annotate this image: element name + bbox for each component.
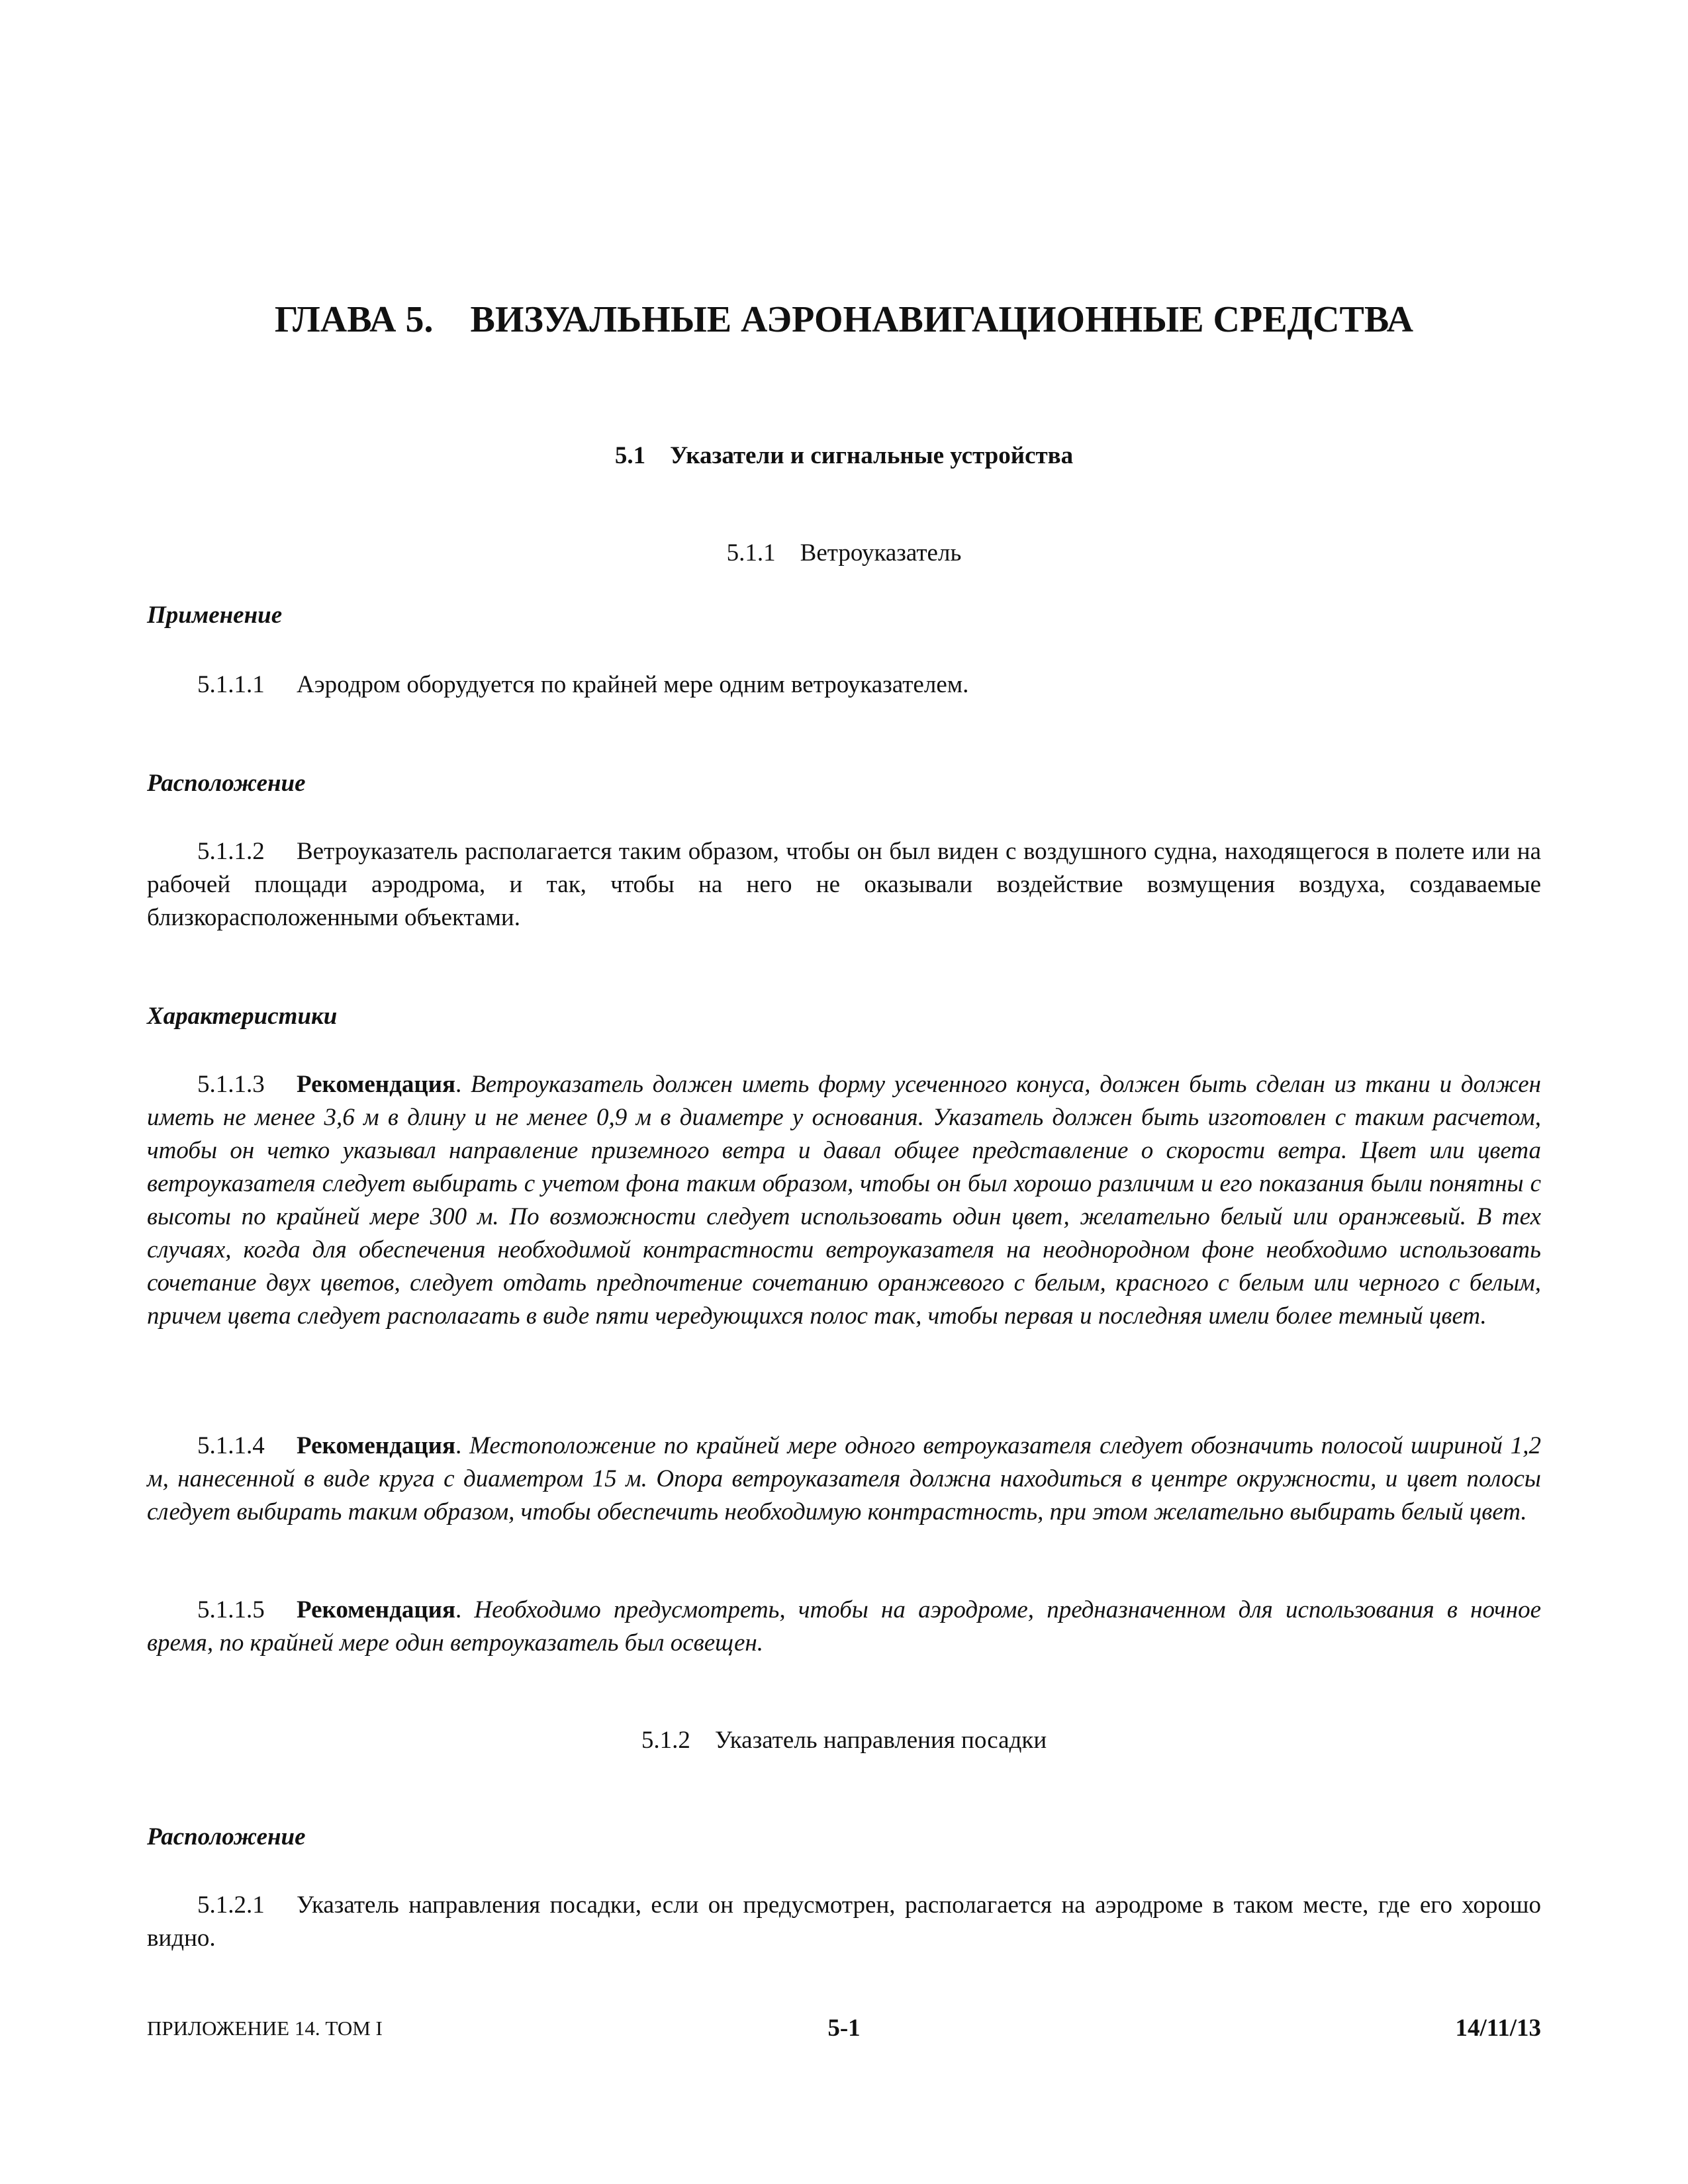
paragraph-5-1-1-2 xyxy=(147,835,1541,934)
subsection-title-5-1-1: 5.1.1 Ветроуказатель xyxy=(726,539,962,567)
paragraph-number: 5.1.1.5 xyxy=(197,1596,265,1623)
section-title: 5.1 Указатели и сигнальные устройства xyxy=(614,442,1074,469)
footer-page-number: 5-1 xyxy=(827,2015,861,2042)
paragraph-5-1-1-5: 5.1.1.5 Рекомендация. Необходимо предусмотреть, чтобы на аэродроме, предназначенном для использования в ночное время, по крайней мере один ветроуказатель был освещен. xyxy=(147,1594,1541,1660)
heading-application: Применение xyxy=(147,602,283,629)
paragraph-5-1-1-4: 5.1.1.4 Рекомендация. Местоположение по крайней мере одного ветроуказателя следует обозначить полосой шириной 1,2 м, нанесенной в виде круга с диаметром 15 м. Опора ветроуказателя должна находиться в центре окружности, и цвет полосы следует выбирать таким образом, чтобы обеспечить необходимую контрастность, при этом желательно выбирать белый цвет. xyxy=(147,1430,1541,1529)
heading-location: Расположение xyxy=(147,770,306,797)
paragraph-number: 5.1.1.3 xyxy=(197,1071,265,1098)
paragraph-5-1-2-1 xyxy=(147,1889,1541,1955)
footer-document-title: ПРИЛОЖЕНИЕ 14. ТОМ I xyxy=(147,2017,383,2040)
paragraph-text: Ветроуказатель располагается таким образом, чтобы он был виден с воздушного судна, находящегося в полете или на рабочей площади аэродрома, и так, чтобы на него не оказывали воздействие возмущения воздуха, создаваемые близкорасположенными объектами. xyxy=(147,838,1541,931)
footer-date: 14/11/13 xyxy=(1455,2015,1541,2042)
paragraph-number: 5.1.2.1 xyxy=(197,1891,265,1919)
paragraph-text: Указатель направления посадки, если он предусмотрен, располагается на аэродроме в таком месте, где его хорошо видно. xyxy=(147,1891,1541,1952)
recommendation-label: Рекомендация xyxy=(297,1596,455,1623)
paragraph-text: Аэродром оборудуется по крайней мере одним ветроуказателем. xyxy=(297,671,969,698)
chapter-title: ГЛАВА 5. ВИЗУАЛЬНЫЕ АЭРОНАВИГАЦИОННЫЕ СРЕДСТВА xyxy=(274,299,1414,340)
paragraph-number: 5.1.1.1 xyxy=(197,671,265,698)
subsection-title-5-1-2: 5.1.2 Указатель направления посадки xyxy=(641,1727,1047,1754)
paragraph-number: 5.1.1.4 xyxy=(197,1432,265,1459)
paragraph-5-1-1-1 xyxy=(147,668,1541,702)
recommendation-label: Рекомендация xyxy=(297,1071,455,1098)
paragraph-number: 5.1.1.2 xyxy=(197,838,265,865)
paragraph-text: Ветроуказатель должен иметь форму усеченного конуса, должен быть сделан из ткани и должен иметь не менее 3,6 м в длину и не менее 0,9 м в диаметре у основания. Указатель должен быть изготовлен с таким расчетом, чтобы он четко указывал направление приземного ветра и давал общее представление о скорости ветра. Цвет или цвета ветроуказателя следует выбирать с учетом фона таким образом, чтобы он был хорошо различим и его показания были понятны с высоты по крайней мере 300 м. По возможности следует использовать один цвет, желательно белый или оранжевый. В тех случаях, когда для обеспечения необходимой контрастности ветроуказателя на неоднородном фоне необходимо использовать сочетание двух цветов, следует отдать предпочтение сочетанию оранжевого с белым, красного с белым или черного с белым, причем цвета следует располагать в виде пяти чередующихся полос так, чтобы первая и последняя имели более темный цвет. xyxy=(147,1071,1541,1330)
recommendation-label: Рекомендация xyxy=(297,1432,455,1459)
paragraph-text: Местоположение по крайней мере одного ветроуказателя следует обозначить полосой шириной 1,2 м, нанесенной в виде круга с диаметром 15 м. Опора ветроуказателя должна находиться в центре окружности, и цвет полосы следует выбирать таким образом, чтобы обеспечить необходимую контрастность, при этом желательно выбирать белый цвет. xyxy=(147,1432,1541,1525)
page-footer xyxy=(147,2012,1541,2045)
paragraph-5-1-1-3: 5.1.1.3 Рекомендация. Ветроуказатель должен иметь форму усеченного конуса, должен быть сделан из ткани и должен иметь не менее 3,6 м в длину и не менее 0,9 м в диаметре у основания. Указатель должен быть изготовлен с таким расчетом, чтобы он четко указывал направление приземного ветра и давал общее представление о скорости ветра. Цвет или цвета ветроуказателя следует выбирать с учетом фона таким образом, чтобы он был хорошо различим и его показания были понятны с высоты по крайней мере 300 м. По возможности следует использовать один цвет, желательно белый или оранжевый. В тех случаях, когда для обеспечения необходимой контрастности ветроуказателя на неоднородном фоне необходимо использовать сочетание двух цветов, следует отдать предпочтение сочетанию оранжевого с белым, красного с белым или черного с белым, причем цвета следует располагать в виде пяти чередующихся полос так, чтобы первая и последняя имели более темный цвет. xyxy=(147,1068,1541,1333)
heading-characteristics: Характеристики xyxy=(147,1003,338,1030)
heading-location-2: Расположение xyxy=(147,1823,306,1850)
paragraph-text: Необходимо предусмотреть, чтобы на аэродроме, предназначенном для использования в ночное время, по крайней мере один ветроуказатель был освещен. xyxy=(147,1596,1542,1657)
